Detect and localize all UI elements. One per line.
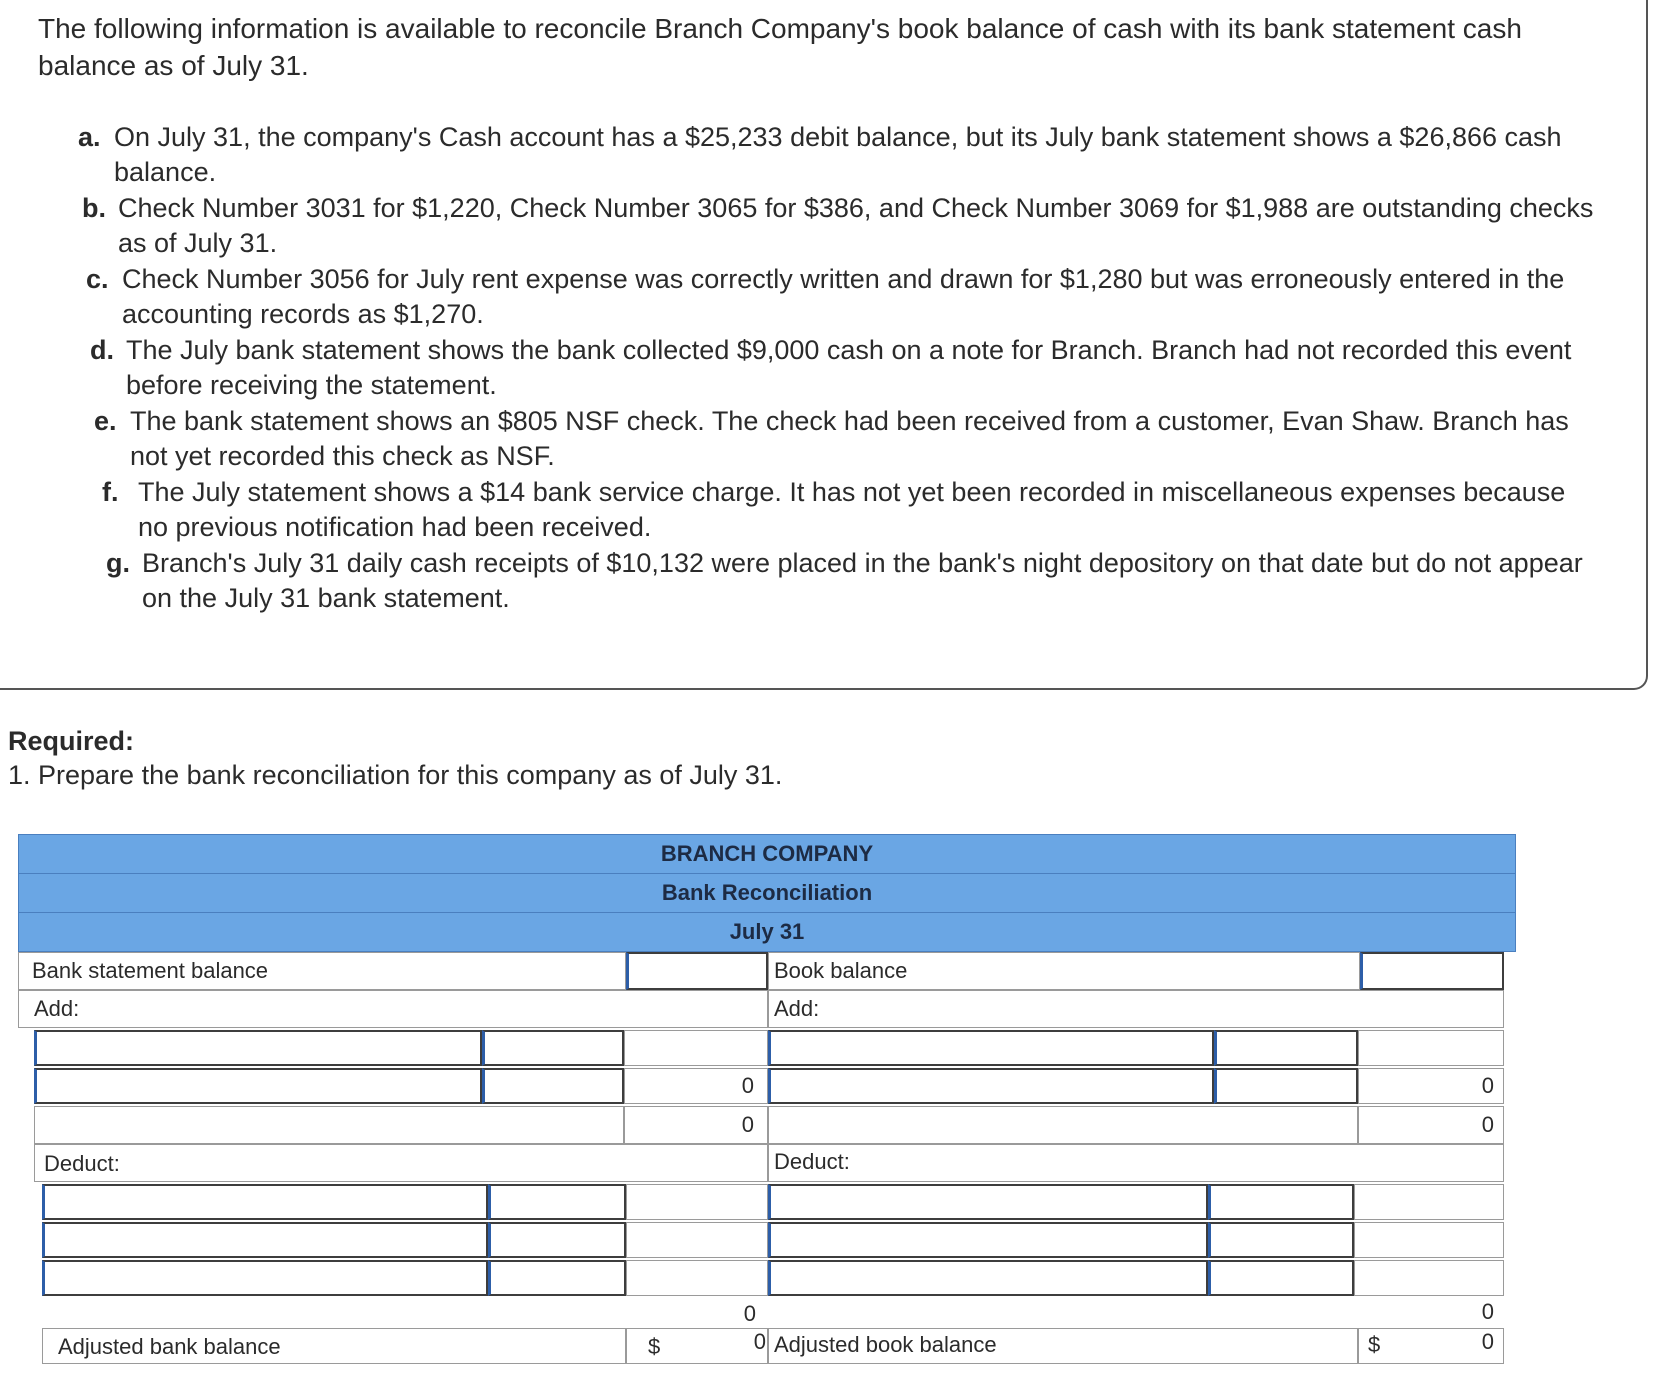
info-list: [78, 120, 1598, 617]
bank-add-description-input-1[interactable]: [34, 1030, 482, 1066]
item-text: On July 31, the company's Cash account has a $25,233 debit balance, but its July bank statement shows a $26,866 cash balance.: [114, 122, 1562, 187]
bank-deduct-description-input-2[interactable]: [42, 1222, 488, 1258]
bank-deduct-total-cell: [626, 1260, 768, 1296]
bank-balance-input[interactable]: [626, 952, 768, 990]
adjusted-book-label: Adjusted book balance: [774, 1332, 997, 1357]
item-letter: a.: [78, 122, 101, 152]
book-add-amount-input-2[interactable]: [1214, 1068, 1358, 1104]
book-add-total: 0: [1481, 1112, 1494, 1137]
book-deduct-spacer-1: [1354, 1184, 1504, 1220]
bank-add-label: Add:: [34, 996, 80, 1021]
company-name: BRANCH COMPANY: [19, 835, 1515, 874]
bank-add-amount-input-2[interactable]: [482, 1068, 624, 1104]
bank-add-subtotal: 0: [741, 1073, 754, 1098]
list-item: [78, 191, 1598, 261]
book-deduct-description-input-3[interactable]: [768, 1260, 1208, 1296]
book-add-amount-input-1[interactable]: [1214, 1030, 1358, 1066]
bank-deduct-row: [34, 1144, 768, 1182]
book-deduct-description-input-2[interactable]: [768, 1222, 1208, 1258]
report-date: July 31: [729, 919, 805, 944]
adjusted-book-currency: $: [1368, 1332, 1381, 1357]
list-item: [78, 546, 1598, 616]
bank-deduct-total: 0: [743, 1301, 756, 1326]
item-letter: c.: [86, 264, 109, 294]
intro-text: The following information is available to reconcile Branch Company's book balance of cash with its bank statement cash balance as of July 31.: [38, 13, 1522, 81]
list-item: [78, 404, 1598, 474]
book-deduct-label: Deduct:: [774, 1149, 850, 1174]
item-text: Branch's July 31 daily cash receipts of $10,132 were placed in the bank's night depository on that date but do not appear on the July 31 bank statement.: [142, 548, 1583, 613]
bank-deduct-description-input-1[interactable]: [42, 1184, 488, 1220]
book-deduct-spacer-2: [1354, 1222, 1504, 1258]
book-add-total-row: [768, 1106, 1358, 1144]
list-item: [78, 262, 1598, 332]
item-letter: b.: [82, 193, 106, 223]
book-deduct-description-input-1[interactable]: [768, 1184, 1208, 1220]
book-balance-label: Book balance: [774, 958, 908, 983]
book-add-row: [768, 990, 1504, 1028]
bank-add-description-input-2[interactable]: [34, 1068, 482, 1104]
item-letter: g.: [106, 548, 130, 578]
bank-add-total: 0: [741, 1112, 754, 1137]
required-section: [8, 724, 782, 792]
bank-balance-label: Bank statement balance: [32, 958, 269, 983]
required-task: 1. Prepare the bank reconciliation for this company as of July 31.: [8, 760, 783, 790]
item-text: The bank statement shows an $805 NSF check. The check had been received from a customer, Evan Shaw. Branch has not yet recorded this check as NSF.: [130, 406, 1569, 471]
book-add-label: Add:: [774, 996, 820, 1021]
book-deduct-total-cell: [1354, 1260, 1504, 1296]
required-heading: Required:: [8, 726, 135, 756]
bank-deduct-label: Deduct:: [44, 1151, 120, 1176]
report-title: Bank Reconciliation: [19, 874, 1515, 913]
item-letter: d.: [90, 335, 114, 365]
list-item: [78, 120, 1598, 190]
book-balance-input[interactable]: [1360, 952, 1504, 990]
book-add-spacer: [1358, 1030, 1504, 1066]
item-letter: e.: [94, 406, 117, 436]
bank-add-spacer: [624, 1030, 768, 1066]
book-add-subtotal: 0: [1481, 1073, 1494, 1098]
item-text: Check Number 3056 for July rent expense was correctly written and drawn for $1,280 but was erroneously entered in the accounting records as $1,270.: [122, 264, 1565, 329]
reconciliation-header: [18, 834, 1516, 952]
adjusted-bank-label: Adjusted bank balance: [58, 1334, 281, 1359]
list-item: [78, 333, 1598, 403]
book-deduct-amount-input-1[interactable]: [1208, 1184, 1354, 1220]
item-text: The July statement shows a $14 bank service charge. It has not yet been recorded in miscellaneous expenses because no previous notification had been received.: [138, 477, 1566, 542]
item-letter: f.: [102, 477, 119, 507]
adjusted-bank-currency: $: [648, 1334, 661, 1359]
book-add-description-input-2[interactable]: [768, 1068, 1214, 1104]
book-deduct-amount-input-3[interactable]: [1208, 1260, 1354, 1296]
book-deduct-amount-input-2[interactable]: [1208, 1222, 1354, 1258]
bank-deduct-spacer-2: [626, 1222, 768, 1258]
bank-add-row: [18, 990, 768, 1028]
book-deduct-total: 0: [1481, 1299, 1494, 1324]
book-deduct-row: [768, 1144, 1504, 1182]
bank-add-amount-input-1[interactable]: [482, 1030, 624, 1066]
bank-add-total-row: [34, 1106, 624, 1144]
bank-deduct-amount-input-2[interactable]: [488, 1222, 626, 1258]
bank-deduct-amount-input-1[interactable]: [488, 1184, 626, 1220]
bank-deduct-amount-input-3[interactable]: [488, 1260, 626, 1296]
adjusted-bank-value: 0: [753, 1329, 766, 1354]
list-item: [78, 475, 1598, 545]
item-text: Check Number 3031 for $1,220, Check Number 3065 for $386, and Check Number 3069 for $1,988 are outstanding checks as of July 31.: [118, 193, 1594, 258]
bank-deduct-spacer-1: [626, 1184, 768, 1220]
adjusted-book-value: 0: [1481, 1329, 1494, 1354]
book-add-description-input-1[interactable]: [768, 1030, 1214, 1066]
bank-reconciliation-form: [18, 834, 1516, 1366]
bank-deduct-description-input-3[interactable]: [42, 1260, 488, 1296]
item-text: The July bank statement shows the bank collected $9,000 cash on a note for Branch. Branch had not recorded this event before receiving the statement.: [126, 335, 1572, 400]
